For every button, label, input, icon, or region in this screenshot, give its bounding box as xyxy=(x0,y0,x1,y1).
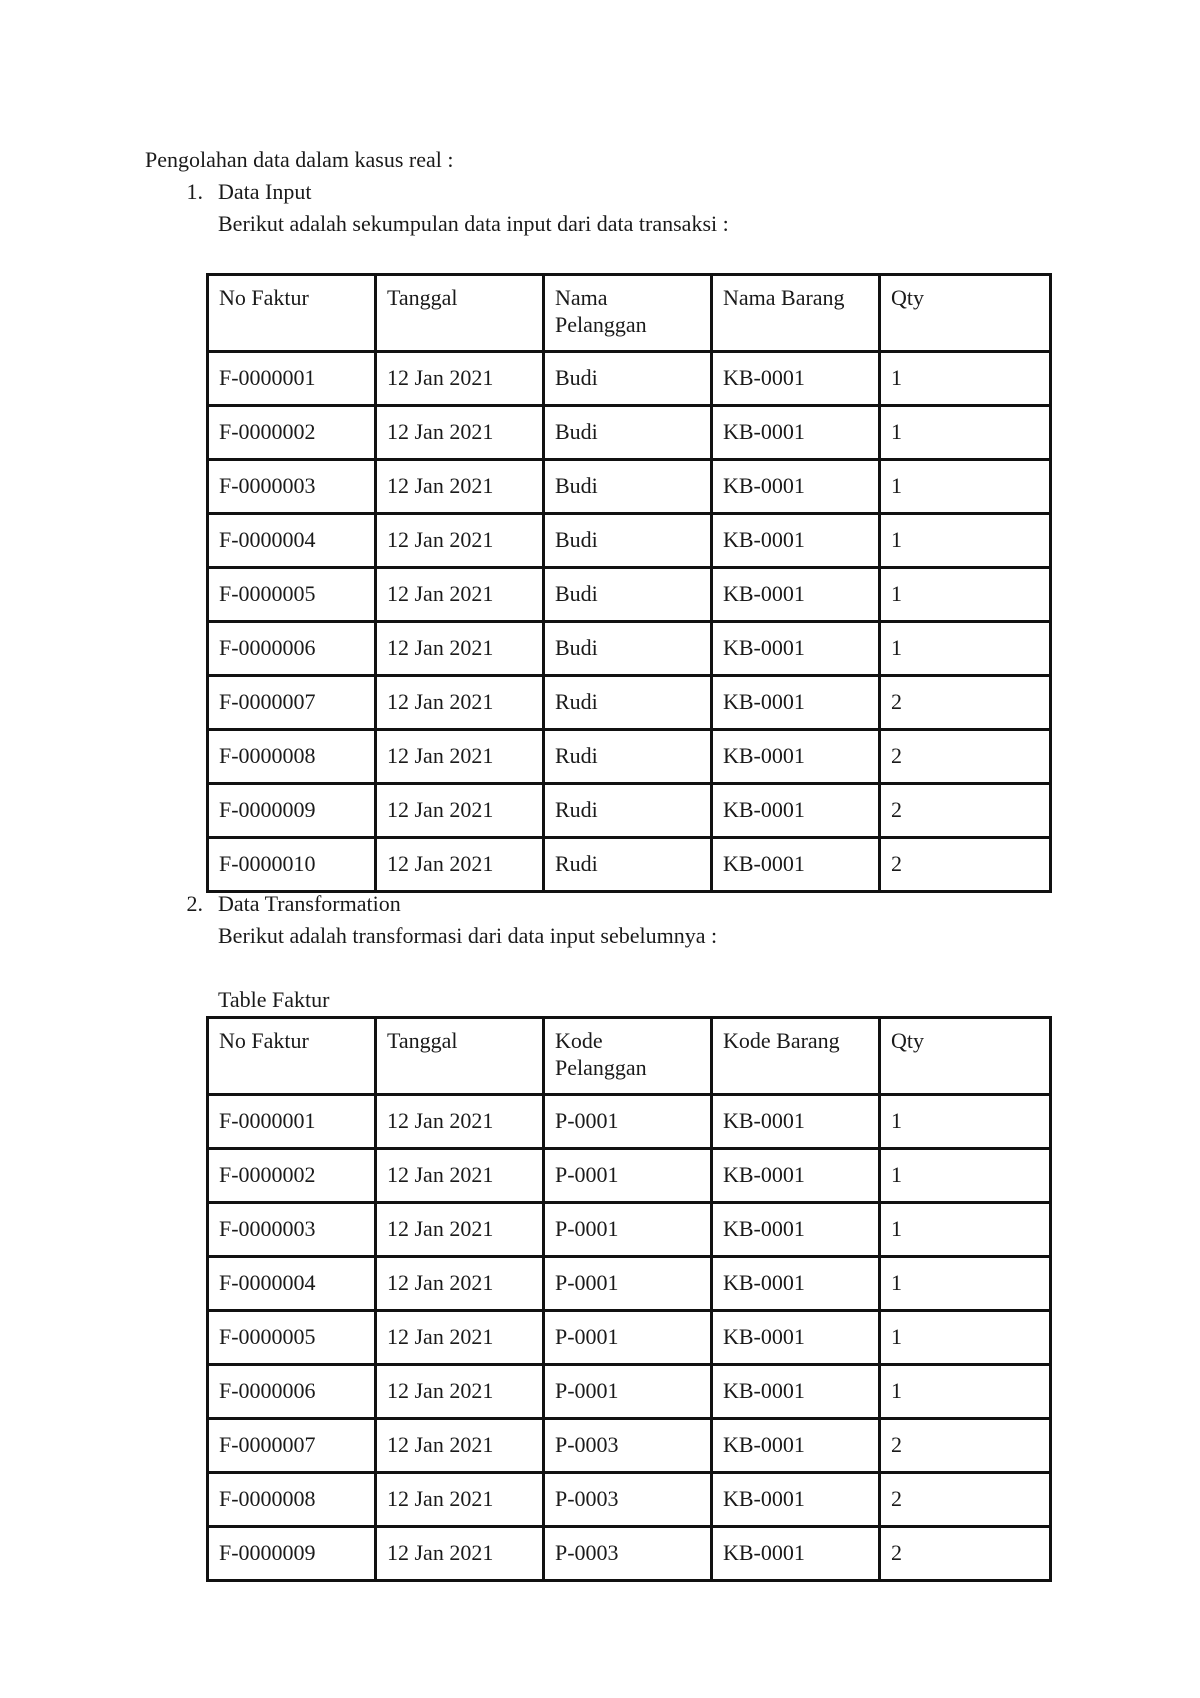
table-cell: 1 xyxy=(880,568,1051,622)
section-2-number: 2. xyxy=(186,891,203,916)
table-cell: KB-0001 xyxy=(712,1365,880,1419)
table-row xyxy=(208,406,1051,460)
table-faktur-caption: Table Faktur xyxy=(218,987,330,1012)
table-cell: F-0000009 xyxy=(208,784,376,838)
table-cell: Rudi xyxy=(544,676,712,730)
header-cell: Qty xyxy=(880,1018,1051,1095)
table-cell: F-0000007 xyxy=(208,1419,376,1473)
table-row xyxy=(208,1203,1051,1257)
table-cell: KB-0001 xyxy=(712,1149,880,1203)
table-cell: KB-0001 xyxy=(712,1473,880,1527)
table-cell: KB-0001 xyxy=(712,514,880,568)
table-row xyxy=(208,1257,1051,1311)
table-header-row xyxy=(208,275,1051,352)
table-row xyxy=(208,676,1051,730)
table-cell: P-0001 xyxy=(544,1365,712,1419)
table-cell: F-0000004 xyxy=(208,514,376,568)
table-cell: KB-0001 xyxy=(712,784,880,838)
table-cell: 1 xyxy=(880,514,1051,568)
table-cell: 12 Jan 2021 xyxy=(376,676,544,730)
header-cell: No Faktur xyxy=(208,275,376,352)
header-cell: Tanggal xyxy=(376,1018,544,1095)
table-cell: 1 xyxy=(880,1203,1051,1257)
table-cell: 12 Jan 2021 xyxy=(376,1149,544,1203)
table-row xyxy=(208,622,1051,676)
table-cell: F-0000009 xyxy=(208,1527,376,1581)
table-cell: Rudi xyxy=(544,784,712,838)
header-cell: No Faktur xyxy=(208,1018,376,1095)
table-cell: KB-0001 xyxy=(712,1095,880,1149)
table-row xyxy=(208,1365,1051,1419)
table-cell: 2 xyxy=(880,1527,1051,1581)
table-cell: P-0003 xyxy=(544,1527,712,1581)
table-cell: 12 Jan 2021 xyxy=(376,784,544,838)
table-row xyxy=(208,1095,1051,1149)
table-cell: 1 xyxy=(880,460,1051,514)
table-cell: F-0000006 xyxy=(208,622,376,676)
section-2-description: Berikut adalah transformasi dari data input sebelumnya : xyxy=(218,923,718,948)
table-cell: P-0001 xyxy=(544,1095,712,1149)
table-cell: 12 Jan 2021 xyxy=(376,406,544,460)
table-cell: KB-0001 xyxy=(712,622,880,676)
table-cell: F-0000003 xyxy=(208,1203,376,1257)
table-cell: 12 Jan 2021 xyxy=(376,1203,544,1257)
table-row xyxy=(208,460,1051,514)
table-cell: Budi xyxy=(544,622,712,676)
table-cell: 1 xyxy=(880,352,1051,406)
header-cell: Kode Pelanggan xyxy=(544,1018,712,1095)
table-cell: Budi xyxy=(544,352,712,406)
table-cell: Budi xyxy=(544,406,712,460)
table-cell: F-0000001 xyxy=(208,1095,376,1149)
table-cell: 2 xyxy=(880,784,1051,838)
table-cell: Budi xyxy=(544,460,712,514)
table-cell: KB-0001 xyxy=(712,1311,880,1365)
table-cell: KB-0001 xyxy=(712,730,880,784)
table-cell: KB-0001 xyxy=(712,1527,880,1581)
table-row xyxy=(208,514,1051,568)
table-row xyxy=(208,1527,1051,1581)
table-row xyxy=(208,568,1051,622)
table-cell: KB-0001 xyxy=(712,676,880,730)
table-cell: 1 xyxy=(880,1095,1051,1149)
table-cell: 12 Jan 2021 xyxy=(376,730,544,784)
table-row xyxy=(208,352,1051,406)
table-cell: KB-0001 xyxy=(712,568,880,622)
table-cell: Budi xyxy=(544,568,712,622)
table-cell: KB-0001 xyxy=(712,1419,880,1473)
table-cell: KB-0001 xyxy=(712,460,880,514)
table-cell: Rudi xyxy=(544,838,712,892)
table-cell: 1 xyxy=(880,1257,1051,1311)
table-cell: 12 Jan 2021 xyxy=(376,352,544,406)
data-input-table xyxy=(206,273,1052,893)
section-1-title: Data Input xyxy=(218,179,312,204)
table-cell: F-0000010 xyxy=(208,838,376,892)
table-cell: 12 Jan 2021 xyxy=(376,1527,544,1581)
table-cell: 12 Jan 2021 xyxy=(376,838,544,892)
table-cell: Budi xyxy=(544,514,712,568)
table-cell: P-0001 xyxy=(544,1311,712,1365)
table-cell: P-0003 xyxy=(544,1419,712,1473)
table-cell: 1 xyxy=(880,1149,1051,1203)
table-cell: F-0000005 xyxy=(208,1311,376,1365)
table-cell: KB-0001 xyxy=(712,1257,880,1311)
table-cell: 12 Jan 2021 xyxy=(376,460,544,514)
header-cell: Qty xyxy=(880,275,1051,352)
table-cell: 1 xyxy=(880,406,1051,460)
table-cell: F-0000002 xyxy=(208,1149,376,1203)
table-cell: 12 Jan 2021 xyxy=(376,1419,544,1473)
table-cell: 12 Jan 2021 xyxy=(376,1365,544,1419)
table-cell: 2 xyxy=(880,676,1051,730)
table-faktur xyxy=(206,1016,1052,1582)
table-cell: F-0000007 xyxy=(208,676,376,730)
header-cell: Tanggal xyxy=(376,275,544,352)
table-cell: P-0001 xyxy=(544,1257,712,1311)
table-cell: Rudi xyxy=(544,730,712,784)
table-cell: 12 Jan 2021 xyxy=(376,1473,544,1527)
header-cell: Nama Pelanggan xyxy=(544,275,712,352)
table-cell: 12 Jan 2021 xyxy=(376,514,544,568)
table-cell: KB-0001 xyxy=(712,838,880,892)
section-1-description: Berikut adalah sekumpulan data input dari data transaksi : xyxy=(218,211,729,236)
table-cell: KB-0001 xyxy=(712,406,880,460)
table-cell: 12 Jan 2021 xyxy=(376,1095,544,1149)
header-cell: Nama Barang xyxy=(712,275,880,352)
table-row xyxy=(208,1149,1051,1203)
table-cell: 1 xyxy=(880,622,1051,676)
header-cell: Kode Barang xyxy=(712,1018,880,1095)
table-row xyxy=(208,1311,1051,1365)
table-cell: F-0000008 xyxy=(208,730,376,784)
table-cell: KB-0001 xyxy=(712,352,880,406)
table-row xyxy=(208,784,1051,838)
table-cell: P-0001 xyxy=(544,1149,712,1203)
table-cell: 2 xyxy=(880,838,1051,892)
table-cell: 12 Jan 2021 xyxy=(376,568,544,622)
table-cell: KB-0001 xyxy=(712,1203,880,1257)
table-cell: 2 xyxy=(880,1473,1051,1527)
table-cell: F-0000002 xyxy=(208,406,376,460)
intro-text: Pengolahan data dalam kasus real : xyxy=(145,147,454,172)
table-header-row xyxy=(208,1018,1051,1095)
table-row xyxy=(208,1473,1051,1527)
table-row xyxy=(208,838,1051,892)
section-1-number: 1. xyxy=(186,179,203,204)
table-cell: 12 Jan 2021 xyxy=(376,1311,544,1365)
table-cell: 12 Jan 2021 xyxy=(376,1257,544,1311)
table-cell: 12 Jan 2021 xyxy=(376,622,544,676)
table-cell: 1 xyxy=(880,1365,1051,1419)
table-cell: 2 xyxy=(880,730,1051,784)
table-cell: 1 xyxy=(880,1311,1051,1365)
table-cell: F-0000003 xyxy=(208,460,376,514)
table-cell: F-0000004 xyxy=(208,1257,376,1311)
table-cell: F-0000006 xyxy=(208,1365,376,1419)
table-row xyxy=(208,1419,1051,1473)
table-cell: F-0000008 xyxy=(208,1473,376,1527)
table-row xyxy=(208,730,1051,784)
table-cell: P-0001 xyxy=(544,1203,712,1257)
section-2-title: Data Transformation xyxy=(218,891,401,916)
table-cell: F-0000005 xyxy=(208,568,376,622)
table-cell: F-0000001 xyxy=(208,352,376,406)
table-cell: 2 xyxy=(880,1419,1051,1473)
table-cell: P-0003 xyxy=(544,1473,712,1527)
